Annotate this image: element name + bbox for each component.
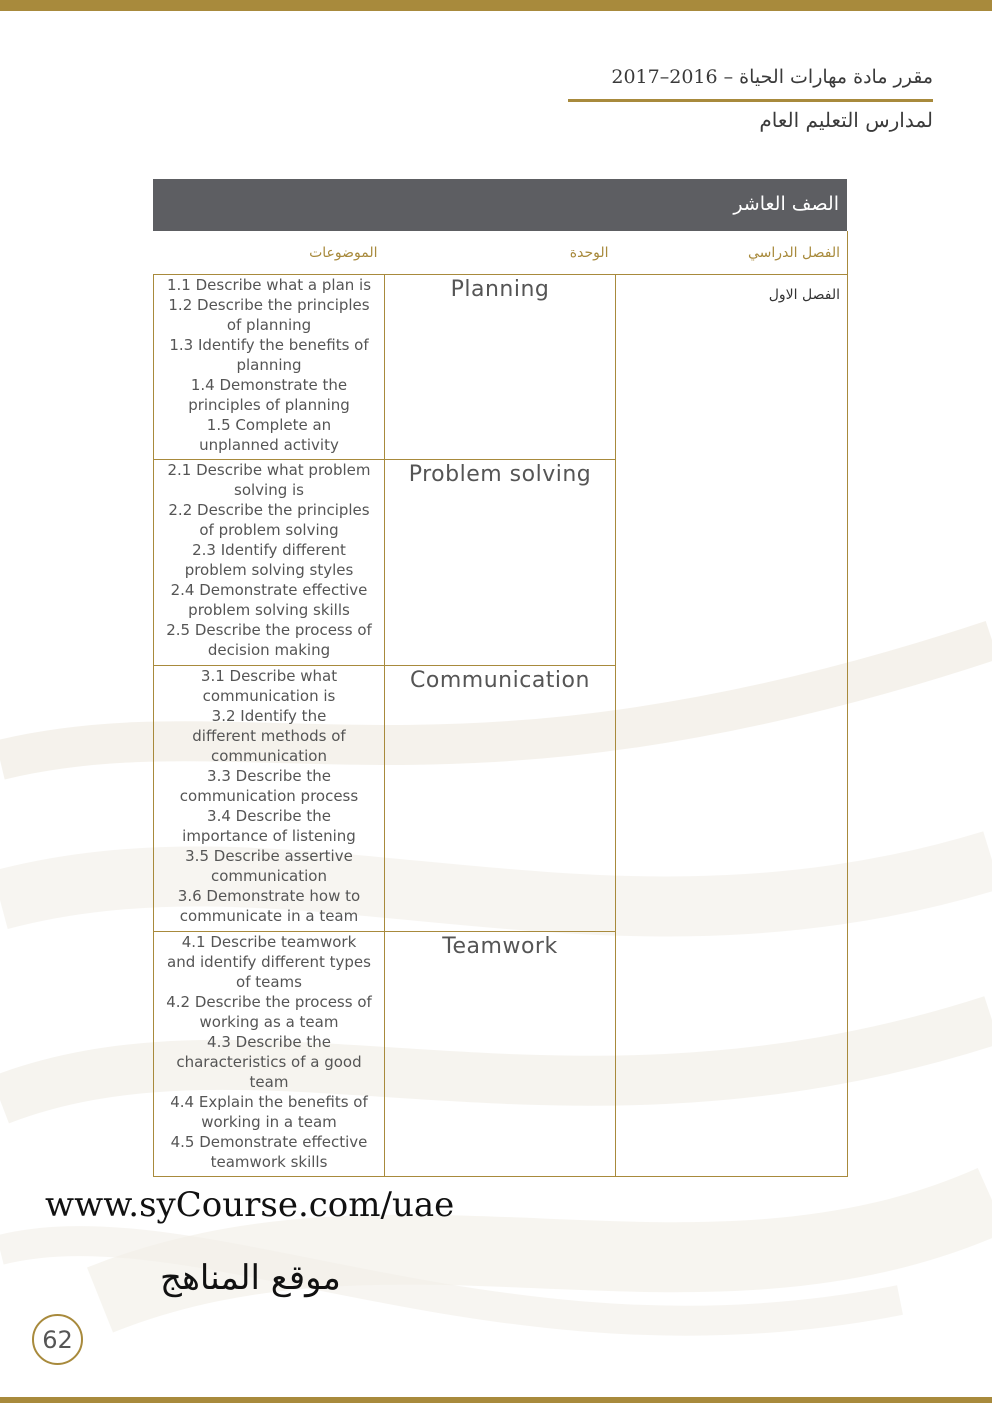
topic-line: 3.5 Describe assertive <box>185 847 353 865</box>
topic-line: problem solving skills <box>188 601 350 619</box>
topic-line: 4.1 Describe teamwork <box>181 933 357 951</box>
topic-line: 3.3 Describe the <box>207 767 331 785</box>
watermark-url: www.syCourse.com/uae <box>45 1185 455 1225</box>
course-title: مقرر مادة مهارات الحياة – 2016–2017 <box>611 66 933 88</box>
topic-line: communication <box>210 867 327 885</box>
page-number-badge <box>32 1314 83 1365</box>
topic-line: planning <box>236 356 302 374</box>
topic-line: 4.2 Describe the process of <box>166 993 372 1011</box>
topic-line: communicate in a team <box>179 907 359 925</box>
topics-cell <box>154 666 385 932</box>
topic-line: communication process <box>179 787 359 805</box>
topics-cell <box>154 460 385 666</box>
topic-line: of teams <box>236 973 302 991</box>
header-divider <box>568 99 933 102</box>
topic-line: problem solving styles <box>184 561 354 579</box>
unit-name: Teamwork <box>442 934 558 959</box>
topic-line: 1.3 Identify the benefits of <box>169 336 369 354</box>
course-subtitle: لمدارس التعليم العام <box>759 108 933 132</box>
topic-line: working in a team <box>201 1113 337 1131</box>
topic-line: 2.2 Describe the principles <box>168 501 370 519</box>
topic-line: teamwork skills <box>210 1153 328 1171</box>
topic-line: characteristics of a good <box>176 1053 362 1071</box>
topic-line: decision making <box>207 641 331 659</box>
semester-cell <box>616 275 848 1177</box>
unit-name: Problem solving <box>408 462 592 487</box>
topic-line: solving is <box>234 481 304 499</box>
topic-line: team <box>249 1073 289 1091</box>
topic-line: 1.5 Complete an <box>206 416 332 434</box>
grade-label: الصف العاشر <box>733 193 839 215</box>
topics-cell <box>154 932 385 1177</box>
unit-cell <box>385 932 616 1177</box>
column-header-unit: الوحدة <box>569 244 609 261</box>
bottom-accent-bar <box>0 1397 992 1403</box>
topic-line: 2.4 Demonstrate effective <box>170 581 368 599</box>
unit-name: Communication <box>410 668 590 693</box>
topic-line: and identify different types <box>167 953 371 971</box>
topic-line: 3.2 Identify the <box>211 707 327 725</box>
topic-line: 4.3 Describe the <box>207 1033 331 1051</box>
watermark-arabic: موقع المناهج <box>160 1258 341 1298</box>
topic-line: different methods of <box>192 727 346 745</box>
table-header-row <box>154 231 848 275</box>
topic-line: 1.4 Demonstrate the <box>190 376 348 394</box>
column-header-topics: الموضوعات <box>309 244 378 261</box>
topic-line: 2.3 Identify different <box>192 541 346 559</box>
topic-line: of problem solving <box>199 521 339 539</box>
topic-line: 3.4 Describe the <box>207 807 331 825</box>
topic-line: working as a team <box>199 1013 339 1031</box>
top-accent-bar <box>0 0 992 11</box>
topic-line: 3.1 Describe what <box>200 667 338 685</box>
unit-cell <box>385 275 616 460</box>
curriculum-table <box>153 231 848 1177</box>
topic-line: of planning <box>226 316 312 334</box>
topic-line: 2.1 Describe what problem <box>167 461 371 479</box>
topic-line: communication <box>210 747 327 765</box>
topic-line: 4.5 Demonstrate effective <box>170 1133 368 1151</box>
topic-line: principles of planning <box>188 396 350 414</box>
page-number: 62 <box>42 1325 73 1354</box>
topic-line: communication is <box>202 687 336 705</box>
topic-line: unplanned activity <box>199 436 339 454</box>
topic-line: 2.5 Describe the process of <box>166 621 372 639</box>
topic-line: 4.4 Explain the benefits of <box>170 1093 368 1111</box>
topic-line: 3.6 Demonstrate how to <box>177 887 361 905</box>
unit-cell <box>385 666 616 932</box>
topics-cell <box>154 275 385 460</box>
topic-line: 1.1 Describe what a plan is <box>166 276 372 294</box>
unit-cell <box>385 460 616 666</box>
unit-name: Planning <box>450 277 550 302</box>
column-header-semester: الفصل الدراسي <box>748 244 840 261</box>
topic-line: importance of listening <box>182 827 356 845</box>
grade-header-bar <box>153 179 847 231</box>
semester-value: الفصل الاول <box>768 287 840 303</box>
topic-line: 1.2 Describe the principles <box>168 296 370 314</box>
table-row <box>154 275 848 460</box>
